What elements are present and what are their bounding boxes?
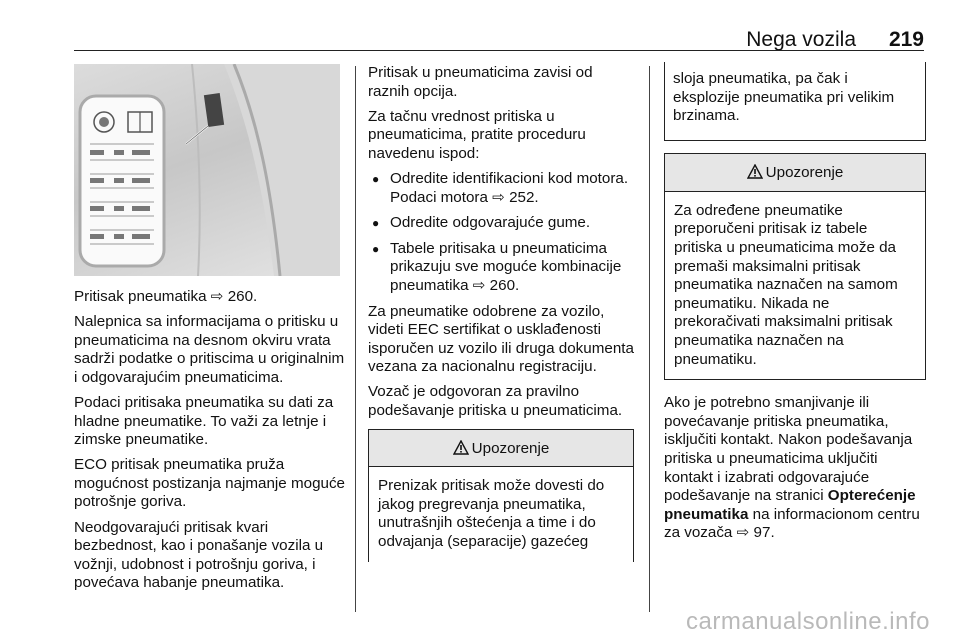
watermark: carmanualsonline.info [686, 608, 930, 635]
column-divider [355, 66, 356, 612]
menu-reference: Opterećenje pneumatika [664, 487, 916, 523]
list-item: ● Odredite identifikacioni kod motora. Podaci motora ⇨ 252. [368, 170, 634, 207]
list-item: ● Tabele pritisaka u pneumaticima prikazuju sve moguće kombinacije pneumatika ⇨ 260. [368, 240, 634, 296]
paragraph-text: Ako je potrebno smanjivanje ili povećavanje pritiska pneumatika, isključiti kontakt. Nakon podešavanja pritiska u pneumaticima uključiti kontakt i izabrati odgovarajuće podešavanje na stranici [664, 394, 913, 505]
warning-triangle-icon [453, 440, 469, 455]
warning-body [665, 192, 925, 379]
image-caption: Pritisak pneumatika ⇨ 260. [74, 288, 258, 305]
door-frame-label-photo [74, 64, 340, 276]
paragraph: Za tačnu vrednost pritiska u pneumaticima, pratite proceduru navedenu ispod: [368, 107, 586, 162]
paragraph: Za pneumatike odobrene za vozilo, videti EEC sertifikat o usklađenosti isporučen uz vozilo ili druga dokumenta vezana za nacionalnu registraciju. [368, 302, 634, 376]
warning-text-continued: sloja pneumatika, pa čak i eksplozije pneumatika pri velikim brzinama. [673, 70, 895, 125]
door-frame-illustration [74, 64, 340, 276]
column-right [664, 64, 926, 549]
warning-body [369, 467, 633, 561]
warning-box [368, 429, 634, 562]
page-title: Nega vozila [746, 28, 856, 51]
page-number: 219 [888, 28, 924, 51]
paragraph: Podaci pritisaka pneumatika su dati za hladne pneumatike. To važi za letnje i zimske pneumatike. [74, 393, 334, 449]
warning-triangle-icon [747, 164, 763, 179]
warning-box [664, 153, 926, 380]
paragraph [664, 394, 926, 543]
column-divider [649, 66, 650, 612]
paragraph: Pritisak u pneumaticima zavisi od raznih opcija. [368, 64, 593, 100]
warning-continuation-box [664, 62, 926, 141]
procedure-list [368, 170, 634, 296]
paragraph: Vozač je odgovoran za pravilno podešavanje pritiska u pneumaticima. [368, 383, 623, 419]
warning-header [369, 430, 633, 468]
warning-title: Upozorenje [471, 439, 550, 457]
warning-text: Za određene pneumatike preporučeni pritisak iz tabele pritiska u pneumaticima može da premaši maksimalni pritisak pneumatika naznačen na samom pneumatiku. Nikada ne prekoračivati maksimalni pritisak pneumatika naznačen na pneumatiku. [674, 201, 898, 368]
page-header [0, 0, 960, 56]
paragraph: ECO pritisak pneumatika pruža mogućnost postizanja najmanje moguće potrošnje goriva. [74, 456, 346, 511]
warning-header [665, 154, 925, 192]
list-item: ● Odredite odgovarajuće gume. [368, 214, 634, 233]
column-middle [368, 64, 634, 576]
paragraph: Neodgovarajući pritisak kvari bezbednost, kao i ponašanje vozila u vožnji, udobnost i potrošnju goriva, i povećava habanje pneumatika. [74, 518, 324, 592]
warning-title: Upozorenje [765, 164, 844, 182]
header-rule [74, 50, 924, 51]
column-left [74, 64, 346, 599]
paragraph-text: na informacionom centru za vozača ⇨ 97. [664, 505, 920, 542]
paragraph: Nalepnica sa informacijama o pritisku u pneumaticima na desnom okviru vrata sadrži podatke o pritiscima u originalnim i odgovarajućim pneumaticima. [74, 313, 345, 386]
warning-text: Prenizak pritisak može dovesti do jakog pregrevanja pneumatika, unutrašnjih oštećenja a time i do odvajanja (separacije) gazećeg [378, 477, 605, 550]
